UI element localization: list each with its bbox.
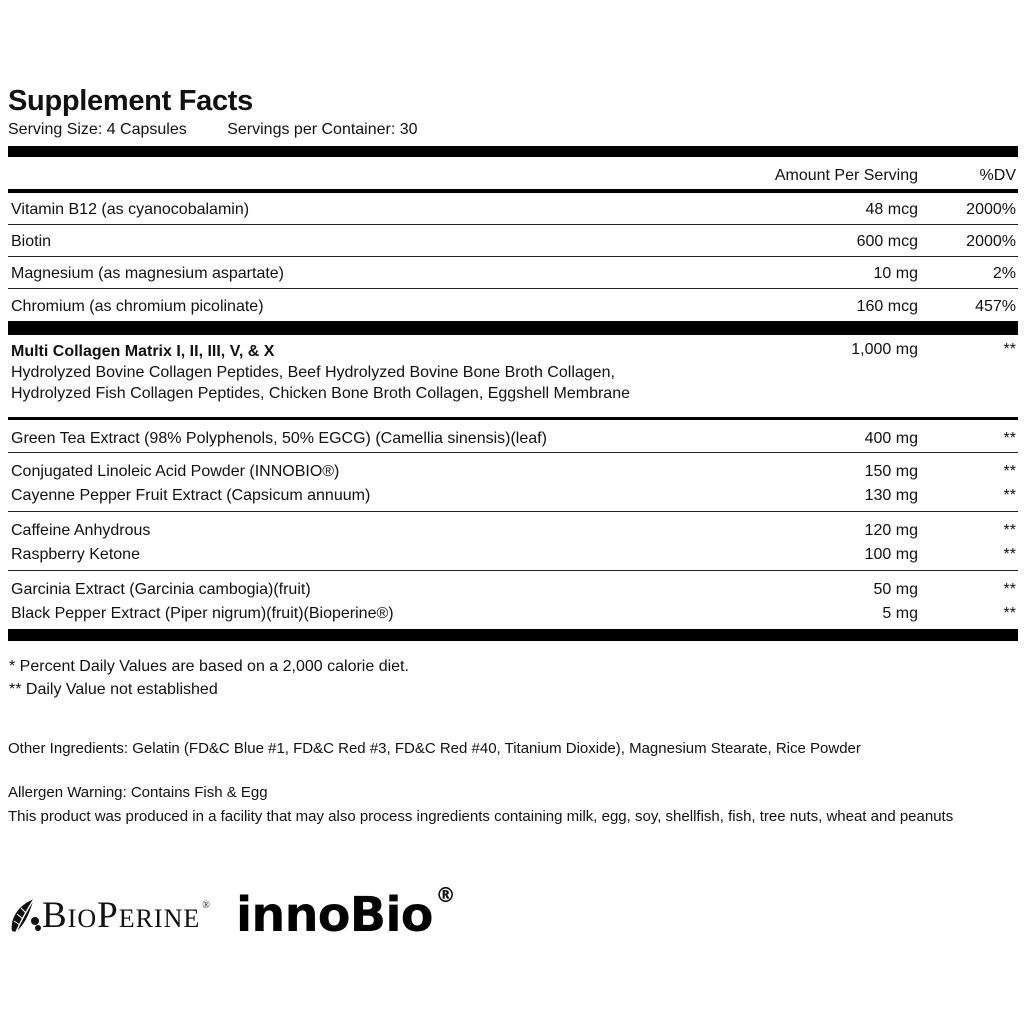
ingredient-dv: ** (1003, 581, 1016, 598)
serving-size: Serving Size: 4 Capsules (8, 121, 187, 138)
collagen-amount: 1,000 mg (851, 341, 918, 358)
collagen-title: Multi Collagen Matrix I, II, III, V, & X (11, 343, 275, 360)
top-divider (8, 146, 1018, 157)
nutrient-dv: 2000% (966, 233, 1016, 250)
nutrient-name: Biotin (11, 233, 52, 250)
table-row (8, 512, 1018, 542)
ingredient-group (8, 512, 1018, 571)
dv-footnote: * Percent Daily Values are based on a 2,000 calorie diet. (9, 658, 409, 675)
allergen-warning: Allergen Warning: Contains Fish & Egg (8, 784, 268, 801)
ingredient-group (8, 571, 1018, 629)
ingredient-amount: 120 mg (864, 522, 918, 539)
servings-per-container: Servings per Container: 30 (227, 121, 418, 138)
ingredient-name: Caffeine Anhydrous (11, 522, 151, 539)
brand-logos (8, 880, 455, 950)
ingredient-name: Conjugated Linoleic Acid Powder (INNOBIO®) (11, 463, 340, 480)
serving-info (8, 120, 1018, 140)
ingredient-amount: 5 mg (882, 605, 918, 622)
table-row (8, 542, 1018, 570)
innobio-logo (235, 883, 455, 943)
ingredient-name: Green Tea Extract (98% Polyphenols, 50% EGCG) (Camellia sinensis)(leaf) (11, 430, 547, 447)
footnotes (8, 655, 1018, 701)
nutrient-amount: 10 mg (873, 265, 918, 282)
collagen-dv: ** (1003, 341, 1016, 358)
ingredient-group (8, 453, 1018, 512)
table-row (8, 257, 1018, 289)
ingredient-dv: ** (1003, 522, 1016, 539)
amount-header: Amount Per Serving (774, 167, 918, 184)
nutrient-amount: 160 mcg (856, 298, 918, 315)
ingredient-amount: 150 mg (864, 463, 918, 480)
column-header-row (8, 157, 1018, 189)
ingredient-name: Raspberry Ketone (11, 546, 140, 563)
collagen-line-2: Hydrolyzed Fish Collagen Peptides, Chicken Bone Broth Collagen, Eggshell Membrane (11, 385, 630, 402)
panel-title: Supplement Facts (8, 85, 253, 117)
bioperine-registered-mark: ® (202, 899, 210, 911)
bottom-divider (8, 629, 1018, 641)
nutrient-name: Chromium (as chromium picolinate) (11, 298, 264, 315)
allergen-block (8, 781, 1013, 829)
ingredient-dv: ** (1003, 546, 1016, 563)
nutrient-dv: 2000% (966, 201, 1016, 218)
nutrient-name: Magnesium (as magnesium aspartate) (11, 265, 285, 282)
collagen-line-1: Hydrolyzed Bovine Collagen Peptides, Beef Hydrolyzed Bovine Bone Broth Collagen, (11, 364, 615, 381)
table-row (8, 193, 1018, 225)
ingredient-name: Black Pepper Extract (Piper nigrum)(fruit)(Bioperine®) (11, 605, 394, 622)
table-row (8, 420, 1018, 452)
ingredient-dv: ** (1003, 430, 1016, 447)
table-row (8, 601, 1018, 629)
ingredient-amount: 400 mg (864, 430, 918, 447)
bioperine-logo (8, 894, 210, 937)
ingredient-amount: 130 mg (864, 487, 918, 504)
pepper-leaf-icon (8, 895, 42, 935)
table-row (8, 483, 1018, 511)
ingredient-group (8, 420, 1018, 453)
table-row (8, 225, 1018, 257)
nutrient-dv: 457% (975, 298, 1016, 315)
ingredient-dv: ** (1003, 605, 1016, 622)
other-ingredients: Other Ingredients: Gelatin (FD&C Blue #1, FD&C Red #3, FD&C Red #40, Titanium Dioxide), Magnesium Stearate, Rice Powder (8, 740, 861, 757)
not-established-footnote: ** Daily Value not established (9, 681, 218, 698)
ingredient-name: Garcinia Extract (Garcinia cambogia)(fruit) (11, 581, 311, 598)
ingredient-dv: ** (1003, 487, 1016, 504)
nutrient-name: Vitamin B12 (as cyanocobalamin) (11, 201, 250, 218)
collagen-description (8, 341, 768, 413)
dv-header: %DV (979, 167, 1016, 184)
innobio-registered-mark: ® (435, 883, 455, 907)
nutrient-amount: 48 mcg (865, 201, 918, 218)
table-row (8, 453, 1018, 483)
ingredient-name: Cayenne Pepper Fruit Extract (Capsicum annuum) (11, 487, 371, 504)
collagen-row (8, 335, 1018, 413)
table-row (8, 571, 1018, 601)
ingredient-amount: 100 mg (864, 546, 918, 563)
ingredient-amount: 50 mg (873, 581, 918, 598)
ingredient-dv: ** (1003, 463, 1016, 480)
nutrient-dv: 2% (992, 265, 1016, 282)
facility-warning: This product was produced in a facility that may also process ingredients containing milk, egg, soy, shellfish, fish, tree nuts, wheat and peanuts (8, 808, 954, 825)
bioperine-wordmark: BioPerine (42, 894, 201, 936)
innobio-wordmark: innoBio (235, 887, 433, 943)
supplement-facts-panel (8, 84, 1018, 701)
nutrient-amount: 600 mcg (856, 233, 918, 250)
vitamin-divider (8, 321, 1018, 335)
table-row (8, 289, 1018, 321)
